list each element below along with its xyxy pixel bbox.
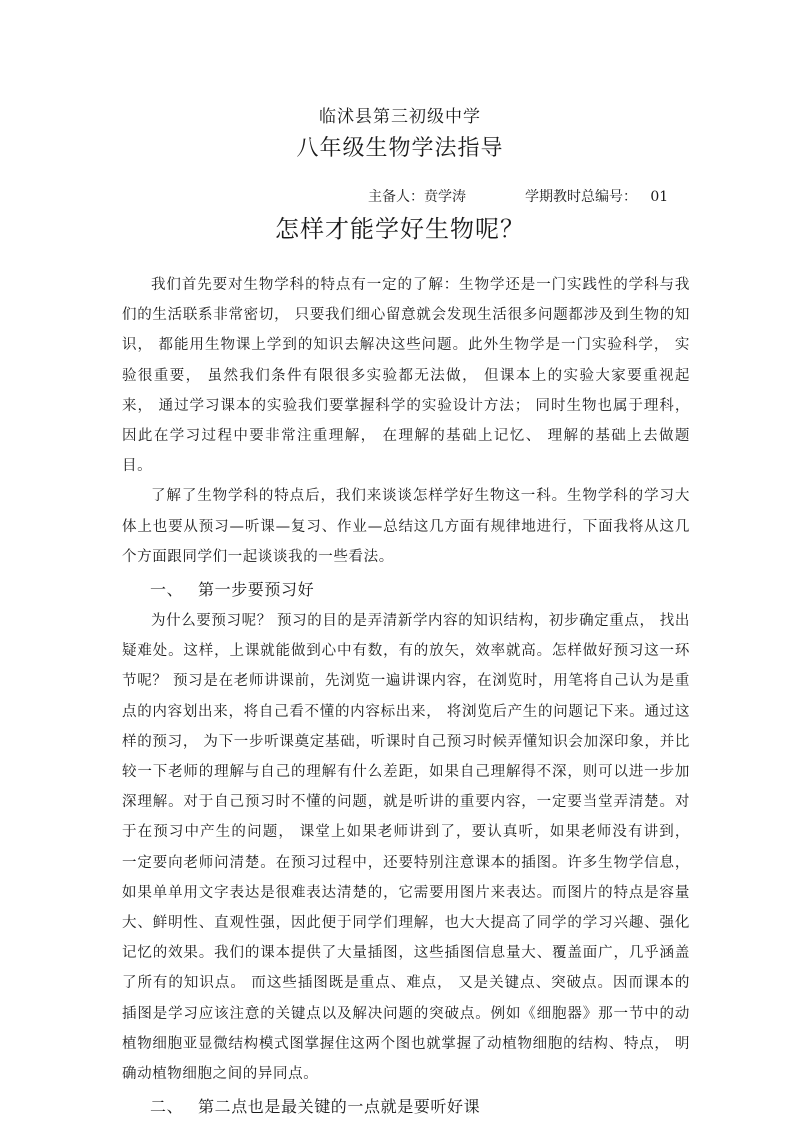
- section-1-paragraph: 为什么要预习呢？ 预习的目的是弄清新学内容的知识结构，初步确定重点， 找出疑难处。这样，上课就能做到心中有数，有的放矢，效率就高。怎样做好预习这一环节呢？ 预习是在老师讲课前，先浏览一遍讲课内容，在浏览时，用笔将自己认为是重点的内容划出来，将自己看不懂的内容标出来， 将浏览后产生的问题记下来。通过这样的预习， 为下一步听课奠定基础，听课时自己预习时候弄懂知识会加深印象，并比较一下老师的理解与自己的理解有什么差距，如果自己理解得不深，则可以进一步加深理解。对于自己预习时不懂的问题，就是听讲的重要内容，一定要当堂弄清楚。对于在预习中产生的问题， 课堂上如果老师讲到了，要认真听，如果老师没有讲到， 一定要向老师问清楚。在预习过程中，还要特别注意课本的插图。许多生物学信息，如果单单用文字表达是很难表达清楚的，它需要用图片来表达。而图片的特点是容量大、鲜明性、直观性强，因此便于同学们理解，也大大提高了同学的学习兴趣、强化记忆的效果。我们的课本提供了大量插图，这些插图信息量大、覆盖面广，几乎涵盖了所有的知识点。 而这些插图既是重点、难点， 又是关键点、突破点。因而课本的插图是学习应该注意的关键点以及解决问题的突破点。例如《细胞器》那一节中的动植物细胞亚显微结构模式图掌握住这两个图也就掌握了动植物细胞的结构、特点， 明确动植物细胞之间的异同点。: [122, 613, 690, 1083]
- school-name: 临沭县第三初级中学: [319, 107, 481, 127]
- intro-paragraph-2: 了解了生物学科的特点后，我们来谈谈怎样学好生物这一科。生物学科的学习大体上也要从预习—听课—复习、作业—总结这几方面有规律地进行，下面我将从这几个方面跟同学们一起谈谈我的一些看法。: [122, 488, 690, 565]
- section-2-heading: [122, 1091, 690, 1123]
- section-2-number: 二、: [150, 1097, 184, 1117]
- author-label: 主备人：贲学涛: [368, 189, 466, 205]
- section-1-heading: [122, 574, 690, 606]
- section-2-title: 第二点也是最关键的一点就是要听好课: [198, 1097, 481, 1117]
- section-1-number: 一、: [150, 580, 184, 600]
- document-body: [122, 270, 690, 1123]
- lesson-number-label: 学期教时总编号： 01: [525, 189, 669, 205]
- intro-paragraph-1: 我们首先要对生物学科的特点有一定的了解：生物学还是一门实践性的学科与我们的生活联系非常密切， 只要我们细心留意就会发现生活很多问题都涉及到生物的知识， 都能用生物课上学到的知识去解决这些问题。此外生物学是一门实验科学， 实验很重要， 虽然我们条件有限很多实验都无法做， 但课本上的实验大家要重视起来， 通过学习课本的实验我们要掌握科学的实验设计方法； 同时生物也属于理科， 因此在学习过程中要非常注重理解， 在理解的基础上记忆、 理解的基础上去做题目。: [122, 277, 690, 475]
- main-title: 怎样才能学好生物呢？: [275, 215, 525, 243]
- course-title: 八年级生物学法指导: [296, 136, 504, 161]
- section-1-title: 第一步要预习好: [198, 580, 315, 600]
